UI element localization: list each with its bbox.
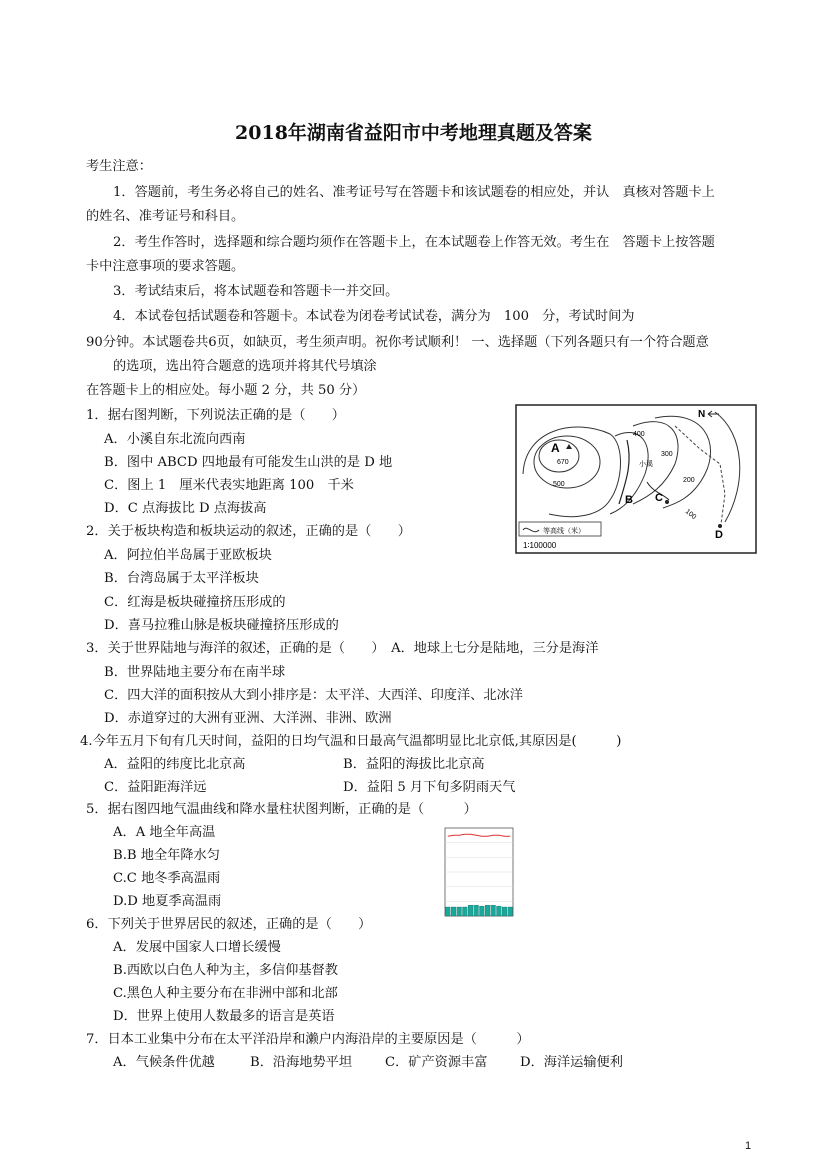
question-option: C.C 地冬季高温雨 — [113, 871, 221, 886]
precip-bar — [451, 907, 456, 916]
precip-bar — [485, 905, 490, 916]
notice-heading: 考生注意： — [86, 159, 152, 174]
question-option: D．世界上使用人数最多的语言是英语 — [113, 1009, 335, 1024]
contour-map — [515, 404, 757, 554]
question-option: C．图上 1 厘米代表实地距离 100 千米 — [104, 478, 354, 493]
question-option: D．海洋运输便利 — [520, 1055, 623, 1070]
question-option: A．小溪自东北流向西南 — [104, 432, 246, 447]
page-number: 1 — [745, 1140, 752, 1152]
page-title: 2018年湖南省益阳市中考地理真题及答案 — [235, 122, 592, 144]
precip-bar — [480, 906, 485, 916]
question-option: D．C 点海拔比 D 点海拔高 — [104, 501, 267, 516]
contour-label: 200 — [683, 477, 695, 484]
precip-bar — [508, 907, 513, 916]
contour-label: 400 — [633, 431, 645, 438]
question-option: C.黑色人种主要分布在非洲中部和北部 — [113, 986, 338, 1001]
question-stem: 7．日本工业集中分布在太平洋沿岸和濑户内海沿岸的主要原因是（ ） — [86, 1032, 530, 1047]
note-line: 3．考试结束后，将本试题卷和答题卡一并交回。 — [113, 284, 399, 299]
question-option: A．益阳的纬度比北京高 — [104, 757, 246, 772]
precip-bar — [474, 905, 479, 916]
question-option: C．四大洋的面积按从大到小排序是：太平洋、大西洋、印度洋、北冰洋 — [104, 688, 523, 703]
question-option: A．阿拉伯半岛属于亚欧板块 — [104, 548, 272, 563]
point-label: B — [625, 494, 633, 506]
contour-label: 100 — [683, 508, 698, 522]
climate-charts — [425, 822, 800, 937]
map-legend: 等高线（米） — [543, 527, 585, 535]
question-stem: 2．关于板块构造和板块运动的叙述，正确的是（ ） — [86, 524, 411, 539]
question-option: B.B 地全年降水匀 — [113, 848, 220, 863]
note-line: 90分钟。本试题卷共6页，如缺页，考生须声明。祝你考试顺利！ 一、选择题（下列各题只有一个符合题意 — [86, 335, 709, 350]
note-line: 2．考生作答时，选择题和综合题均须作在答题卡上，在本试题卷上作答无效。考生在 答题卡上按答题 — [113, 235, 715, 250]
question-option: D．益阳 5 月下旬多阴雨天气 — [343, 780, 516, 795]
question-option: D.D 地夏季高温雨 — [113, 894, 222, 909]
map-scale: 1∶100000 — [523, 541, 557, 550]
peak-elevation: 670 — [557, 459, 569, 466]
north-label: N — [698, 409, 706, 420]
question-option: D．喜马拉雅山脉是板块碰撞挤压形成的 — [104, 618, 339, 633]
point-label: C — [655, 492, 663, 504]
question-option: B．台湾岛属于太平洋板块 — [104, 571, 259, 586]
contour-label: 300 — [661, 451, 673, 458]
point-label: D — [715, 529, 723, 541]
note-line: 的选项，选出符合题意的选项并将其代号填涂 — [113, 359, 377, 374]
question-option: B．沿海地势平坦 — [250, 1055, 353, 1070]
stream-label: 小溪 — [639, 460, 653, 468]
question-option: B．世界陆地主要分布在南半球 — [104, 665, 286, 680]
note-line: 的姓名、准考证号和科目。 — [86, 209, 245, 224]
precip-bar — [497, 906, 502, 916]
question-option: C．红海是板块碰撞挤压形成的 — [104, 595, 286, 610]
precip-bar — [502, 907, 507, 916]
question-option: A．气候条件优越 — [113, 1055, 215, 1070]
question-option: C．矿产资源丰富 — [385, 1055, 488, 1070]
question-option: B.西欧以白色人种为主，多信仰基督教 — [113, 963, 338, 978]
note-line: 在答题卡上的相应处。每小题 2 分，共 50 分） — [86, 383, 366, 398]
question-stem: 5．据右图四地气温曲线和降水量柱状图判断，正确的是（ ） — [86, 802, 477, 817]
question-stem: 3．关于世界陆地与海洋的叙述，正确的是（ ） A．地球上七分是陆地，三分是海洋 — [86, 641, 599, 656]
precip-bar — [457, 907, 462, 916]
precip-bar — [468, 905, 473, 916]
peak-label: A — [551, 441, 560, 455]
question-option: B．图中 ABCD 四地最有可能发生山洪的是 D 地 — [104, 455, 393, 470]
question-option: D．赤道穿过的大洲有亚洲、大洋洲、非洲、欧洲 — [104, 711, 392, 726]
precip-bar — [446, 907, 451, 916]
question-option: A．A 地全年高温 — [113, 825, 216, 840]
question-stem: 6．下列关于世界居民的叙述，正确的是（ ） — [86, 917, 372, 932]
note-line: 4．本试卷包括试题卷和答题卡。本试卷为闭卷考试试卷，满分为 100 分，考试时间为 — [113, 309, 635, 324]
question-option: B．益阳的海拔比北京高 — [343, 757, 485, 772]
contour-label: 500 — [553, 481, 565, 488]
note-line: 卡中注意事项的要求答题。 — [86, 259, 245, 274]
note-line: 1．答题前，考生务必将自己的姓名、准考证号写在答题卡和该试题卷的相应处，并认 真核对答题卡上 — [113, 185, 715, 200]
question-option: C．益阳距海洋远 — [104, 780, 207, 795]
question-stem: 1．据右图判断，下列说法正确的是（ ） — [86, 408, 345, 423]
question-option: A．发展中国家人口增长缓慢 — [113, 940, 281, 955]
question-stem: 4.今年五月下旬有几天时间，益阳的日均气温和日最高气温都明显比北京低,其原因是( ) — [80, 734, 622, 749]
precip-bar — [491, 905, 496, 916]
precip-bar — [463, 907, 468, 916]
